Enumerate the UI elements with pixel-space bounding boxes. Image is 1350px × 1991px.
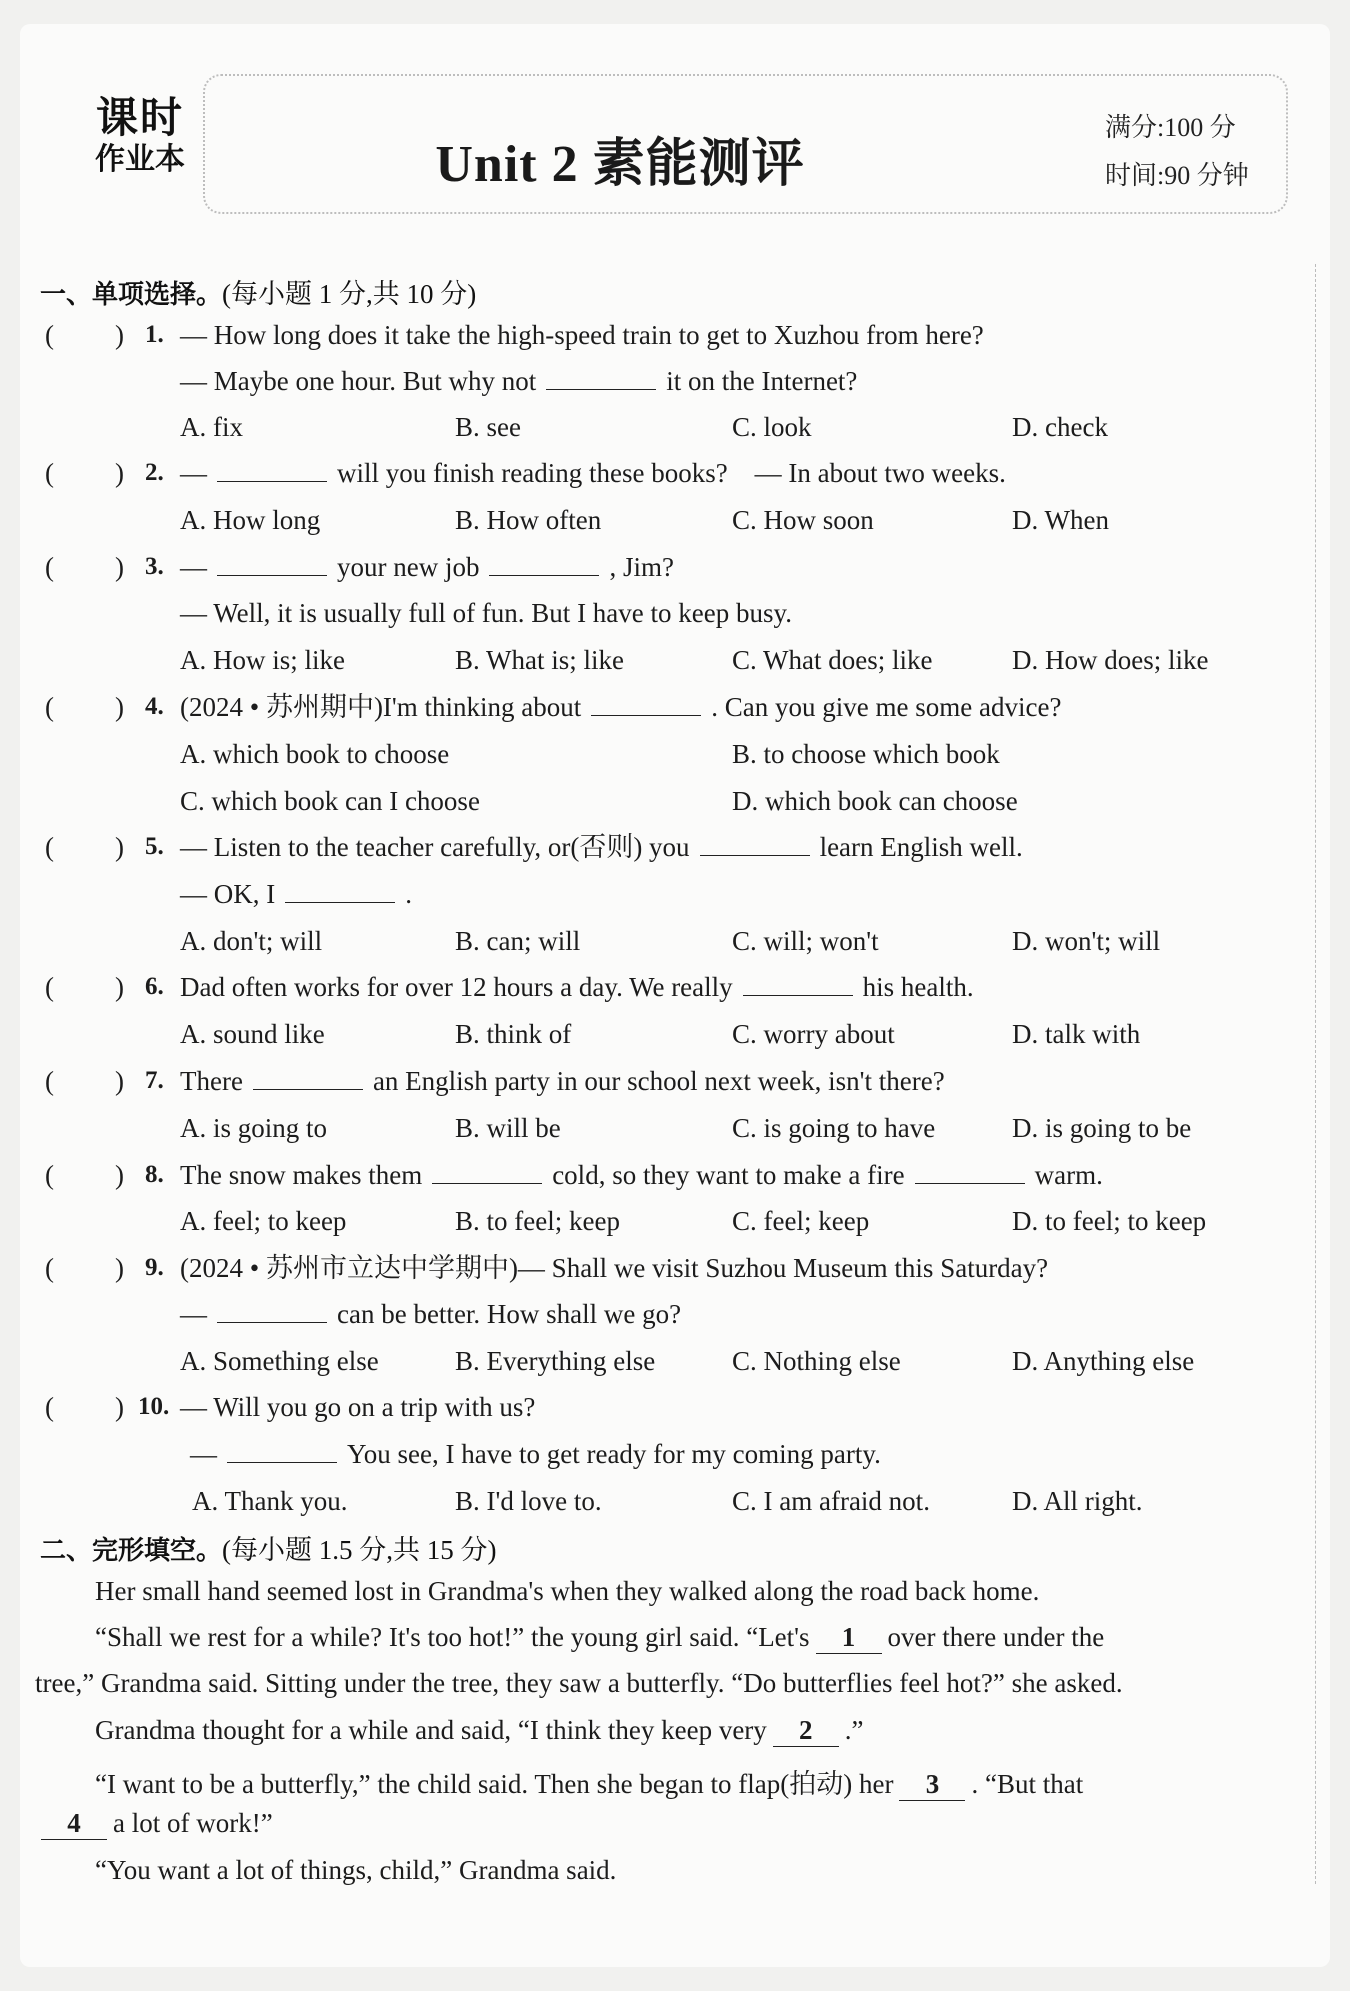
option-c[interactable]: C. is going to have — [732, 1113, 936, 1143]
passage-paragraph — [35, 1808, 273, 1840]
score-info — [1105, 104, 1249, 200]
question-text: — Maybe one hour. But why not — [180, 366, 537, 396]
answer-paren-close: ) — [115, 1160, 124, 1190]
passage-paragraph: “You want a lot of things, child,” Grandma said. — [95, 1855, 617, 1885]
fill-blank[interactable] — [700, 833, 810, 856]
option-d[interactable]: D. All right. — [1012, 1486, 1143, 1516]
question-text: his health. — [862, 972, 974, 1002]
question-number: 10. — [138, 1393, 170, 1420]
question-number: 8. — [145, 1161, 164, 1188]
option-b[interactable]: B. will be — [455, 1113, 561, 1143]
question-text: it on the Internet? — [666, 366, 858, 396]
option-d[interactable]: D. When — [1012, 505, 1109, 535]
option-a[interactable]: A. Thank you. — [192, 1486, 348, 1516]
question-text: There — [180, 1066, 243, 1096]
section-2-scoring: (每小题 1.5 分,共 15 分) — [222, 1535, 497, 1565]
option-a[interactable]: A. don't; will — [180, 926, 323, 956]
passage-paragraph — [95, 1762, 1083, 1801]
section-heading-1 — [40, 272, 476, 311]
question-text: can be better. How shall we go? — [337, 1299, 682, 1329]
logo-line1: 课时 — [95, 93, 184, 142]
option-c[interactable]: C. What does; like — [732, 645, 933, 675]
section-heading-2 — [40, 1528, 497, 1567]
option-b[interactable]: B. Everything else — [455, 1346, 656, 1376]
question-text: You see, I have to get ready for my coming party. — [347, 1439, 881, 1469]
time-limit: 时间:90 分钟 — [1105, 161, 1249, 190]
answer-paren-close: ) — [115, 972, 124, 1002]
answer-paren-open[interactable]: ( — [45, 1066, 54, 1096]
option-d[interactable]: D. to feel; to keep — [1012, 1206, 1207, 1236]
option-d[interactable]: D. which book can choose — [732, 786, 1018, 816]
passage-text: Grandma thought for a while and said, “I think they keep very — [95, 1715, 767, 1745]
worksheet-page — [20, 24, 1330, 1967]
question-number: 1. — [145, 321, 164, 348]
option-c[interactable]: C. look — [732, 412, 812, 442]
answer-paren-open[interactable]: ( — [45, 972, 54, 1002]
passage-text: “I want to be a butterfly,” the child said. Then she began to flap(拍动) her — [95, 1769, 894, 1799]
answer-paren-close: ) — [115, 320, 124, 350]
option-b[interactable]: B. think of — [455, 1019, 572, 1049]
question-text: — How long does it take the high-speed train to get to Xuzhou from here? — [180, 320, 984, 350]
question-text: — OK, I — [180, 879, 276, 909]
question-text: — Listen to the teacher carefully, or(否则) you — [180, 832, 690, 862]
question-text: . — [405, 879, 412, 909]
question-number: 9. — [145, 1254, 164, 1281]
question-text: your new job — [337, 552, 480, 582]
page-title: Unit 2 素能测评 — [435, 136, 805, 193]
option-b[interactable]: B. to choose which book — [732, 739, 1000, 769]
option-c[interactable]: C. Nothing else — [732, 1346, 901, 1376]
section-1-scoring: (每小题 1 分,共 10 分) — [222, 279, 477, 309]
question-text: — — [180, 458, 207, 488]
question-number: 7. — [145, 1067, 164, 1094]
option-a[interactable]: A. sound like — [180, 1019, 325, 1049]
answer-paren-close: ) — [115, 1253, 124, 1283]
publisher-logo — [70, 94, 210, 178]
option-a[interactable]: A. Something else — [180, 1346, 379, 1376]
answer-paren-open[interactable]: ( — [45, 1253, 54, 1283]
full-score: 满分:100 分 — [1105, 113, 1236, 142]
option-a[interactable]: A. How long — [180, 505, 321, 535]
fill-blank[interactable] — [915, 1161, 1025, 1184]
answer-paren-close: ) — [115, 552, 124, 582]
option-c[interactable]: C. feel; keep — [732, 1206, 870, 1236]
logo-line2: 作业本 — [95, 142, 185, 177]
option-c[interactable]: C. How soon — [732, 505, 874, 535]
answer-paren-close: ) — [115, 692, 124, 722]
question-text: (2024 • 苏州期中)I'm thinking about — [180, 692, 582, 722]
answer-paren-open[interactable]: ( — [45, 552, 54, 582]
cloze-blank-4[interactable]: 4 — [41, 1808, 107, 1840]
answer-paren-close: ) — [115, 1066, 124, 1096]
passage-text: “Shall we rest for a while? It's too hot!” the young girl said. “Let's — [95, 1622, 810, 1652]
passage-text: a lot of work!” — [113, 1808, 273, 1838]
passage-paragraph — [95, 1715, 864, 1747]
section-1-title: 一、单项选择。 — [40, 280, 223, 310]
cloze-blank-3[interactable]: 3 — [899, 1769, 965, 1801]
fill-blank[interactable] — [217, 459, 327, 482]
section-2-title: 二、完形填空。 — [40, 1536, 223, 1566]
answer-paren-open[interactable]: ( — [45, 1392, 54, 1422]
fill-blank[interactable] — [591, 693, 701, 716]
answer-paren-close: ) — [115, 832, 124, 862]
question-number: 3. — [145, 553, 164, 580]
page-edge-line — [1315, 264, 1316, 1884]
question-text: — — [180, 1299, 207, 1329]
cloze-blank-1[interactable]: 1 — [816, 1622, 882, 1654]
option-d[interactable]: D. Anything else — [1012, 1346, 1195, 1376]
question-text: an English party in our school next week, isn't there? — [372, 1066, 945, 1096]
fill-blank[interactable] — [217, 1300, 327, 1323]
fill-blank[interactable] — [285, 880, 395, 903]
passage-text: .” — [844, 1715, 864, 1745]
question-number: 4. — [145, 693, 164, 720]
fill-blank[interactable] — [432, 1161, 542, 1184]
fill-blank[interactable] — [743, 973, 853, 996]
question-text: — Well, it is usually full of fun. But I have to keep busy. — [180, 598, 792, 628]
title-box — [203, 74, 1288, 214]
option-b[interactable]: B. to feel; keep — [455, 1206, 620, 1236]
question-text: , Jim? — [609, 552, 674, 582]
question-text: — — [190, 1439, 217, 1469]
option-b[interactable]: B. How often — [455, 505, 602, 535]
question-text: — Will you go on a trip with us? — [180, 1392, 536, 1422]
fill-blank[interactable] — [253, 1067, 363, 1090]
question-text: (2024 • 苏州市立达中学期中)— Shall we visit Suzhou Museum this Saturday? — [180, 1253, 1049, 1283]
answer-paren-open[interactable]: ( — [45, 320, 54, 350]
option-b[interactable]: B. What is; like — [455, 645, 624, 675]
fill-blank[interactable] — [217, 553, 327, 576]
question-text: will you finish reading these books? — In about two weeks. — [337, 458, 1006, 488]
question-text: warm. — [1034, 1160, 1103, 1190]
passage-paragraph: Her small hand seemed lost in Grandma's when they walked along the road back home. — [95, 1576, 1040, 1606]
option-d[interactable]: D. talk with — [1012, 1019, 1141, 1049]
answer-paren-open[interactable]: ( — [45, 458, 54, 488]
fill-blank[interactable] — [546, 367, 656, 390]
option-a[interactable]: A. is going to — [180, 1113, 328, 1143]
question-text: learn English well. — [819, 832, 1023, 862]
option-b[interactable]: B. can; will — [455, 926, 581, 956]
option-b[interactable]: B. I'd love to. — [455, 1486, 602, 1516]
option-c[interactable]: C. which book can I choose — [180, 786, 480, 816]
option-d[interactable]: D. is going to be — [1012, 1113, 1192, 1143]
question-number: 2. — [145, 459, 164, 486]
option-a[interactable]: A. feel; to keep — [180, 1206, 347, 1236]
answer-paren-open[interactable]: ( — [45, 832, 54, 862]
option-a[interactable]: A. How is; like — [180, 645, 345, 675]
question-number: 6. — [145, 973, 164, 1000]
passage-paragraph — [95, 1622, 1104, 1654]
cloze-blank-2[interactable]: 2 — [773, 1715, 839, 1747]
fill-blank[interactable] — [227, 1440, 337, 1463]
option-d[interactable]: D. won't; will — [1012, 926, 1161, 956]
question-number: 5. — [145, 833, 164, 860]
passage-paragraph: tree,” Grandma said. Sitting under the tree, they saw a butterfly. “Do butterflies feel hot?” she asked. — [35, 1668, 1123, 1698]
option-d[interactable]: D. How does; like — [1012, 645, 1209, 675]
option-c[interactable]: C. worry about — [732, 1019, 895, 1049]
answer-paren-open[interactable]: ( — [45, 1160, 54, 1190]
answer-paren-close: ) — [115, 458, 124, 488]
option-a[interactable]: A. fix — [180, 412, 243, 442]
option-c[interactable]: C. will; won't — [732, 926, 879, 956]
fill-blank[interactable] — [489, 553, 599, 576]
question-text: . Can you give me some advice? — [711, 692, 1062, 722]
question-text: cold, so they want to make a fire — [552, 1160, 905, 1190]
passage-text: . “But that — [971, 1769, 1084, 1799]
option-c[interactable]: C. I am afraid not. — [732, 1486, 930, 1516]
option-b[interactable]: B. see — [455, 412, 521, 442]
option-a[interactable]: A. which book to choose — [180, 739, 450, 769]
answer-paren-close: ) — [115, 1392, 124, 1422]
question-text: — — [180, 552, 207, 582]
option-d[interactable]: D. check — [1012, 412, 1108, 442]
passage-text: over there under the — [887, 1622, 1105, 1652]
question-text: Dad often works for over 12 hours a day. We really — [180, 972, 733, 1002]
answer-paren-open[interactable]: ( — [45, 692, 54, 722]
question-text: The snow makes them — [180, 1160, 423, 1190]
